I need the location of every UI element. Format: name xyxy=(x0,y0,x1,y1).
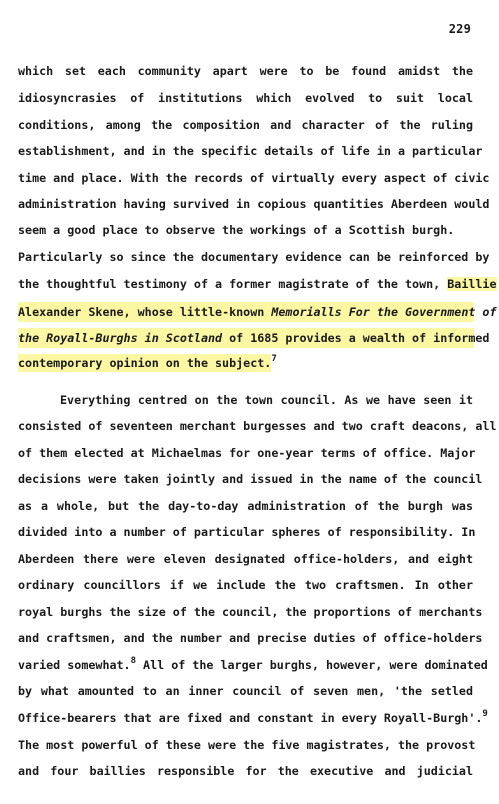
author-name: Alexander Skene, xyxy=(18,305,131,319)
highlighted-text: contemporary opinion on the subject. xyxy=(18,356,272,370)
book-title: Memorialls For the Government of xyxy=(271,305,497,319)
text-line: divided into a number of particular spheres of responsibility. In xyxy=(18,525,476,539)
highlighted-line xyxy=(18,328,490,348)
line-text: whose little-known xyxy=(130,305,272,319)
text-line: by what amounted to an inner council of seven men, 'the setled xyxy=(18,684,473,698)
page-number: 229 xyxy=(448,22,471,36)
text-line: consisted of seventeen merchant burgesses and two craft deacons, all xyxy=(18,419,497,433)
text-line: Everything centred on the town council. As we have seen it xyxy=(60,393,473,407)
text-line xyxy=(18,276,497,292)
text-line: and craftsmen, and the number and precise duties of office-holders xyxy=(18,631,483,645)
footnote-marker: 9 xyxy=(482,709,488,719)
line-text: All of the larger burghs, however, were dominated xyxy=(136,658,488,672)
book-title: the Royall-Burghs in Scotland xyxy=(18,331,223,345)
text-line: decisions were taken jointly and issued in the name of the council xyxy=(18,472,483,486)
text-line: administration having survived in copious quantities Aberdeen would xyxy=(18,197,490,211)
footnote-marker: 7 xyxy=(271,354,277,364)
text-line: establishment, and in the specific details of life in a particular xyxy=(18,144,483,158)
line-text: varied somewhat. xyxy=(18,658,131,672)
text-line: and four baillies responsible for the executive and judicial xyxy=(18,764,473,778)
line-text: the thoughtful testimony of a former magistrate of the town, xyxy=(18,277,441,291)
text-line xyxy=(18,656,488,673)
text-line xyxy=(18,709,488,726)
text-line: The most powerful of these were the five magistrates, the provost xyxy=(18,738,476,752)
line-text: Office-bearers that are fixed and constant in every Royall-Burgh'. xyxy=(18,711,483,725)
text-line: royal burghs the size of the council, the proportions of merchants xyxy=(18,605,483,619)
footnote-marker: 8 xyxy=(130,656,137,666)
text-line: which set each community apart were to be found amidst the xyxy=(18,64,473,78)
highlighted-text: Baillie xyxy=(447,277,497,291)
text-line: idiosyncrasies of institutions which evolved to suit local xyxy=(18,91,473,105)
line-text: of 1685 provides a wealth of informed xyxy=(222,331,490,345)
text-line: Aberdeen there were eleven designated office-holders, and eight xyxy=(18,552,473,566)
highlighted-line xyxy=(18,302,497,322)
text-line: Particularly so since the documentary evidence can be reinforced by xyxy=(18,250,490,264)
text-line: ordinary councillors if we include the two craftsmen. In other xyxy=(18,578,473,592)
text-line: conditions, among the composition and character of the ruling xyxy=(18,118,473,132)
text-line xyxy=(18,355,473,371)
text-line: seem a good place to observe the workings of a Scottish burgh. xyxy=(18,223,455,237)
text-line: time and place. With the records of virtually every aspect of civic xyxy=(18,171,490,185)
text-line: as a whole, but the day-to-day administration of the burgh was xyxy=(18,499,473,513)
text-line: of them elected at Michaelmas for one-year terms of office. Major xyxy=(18,446,476,460)
